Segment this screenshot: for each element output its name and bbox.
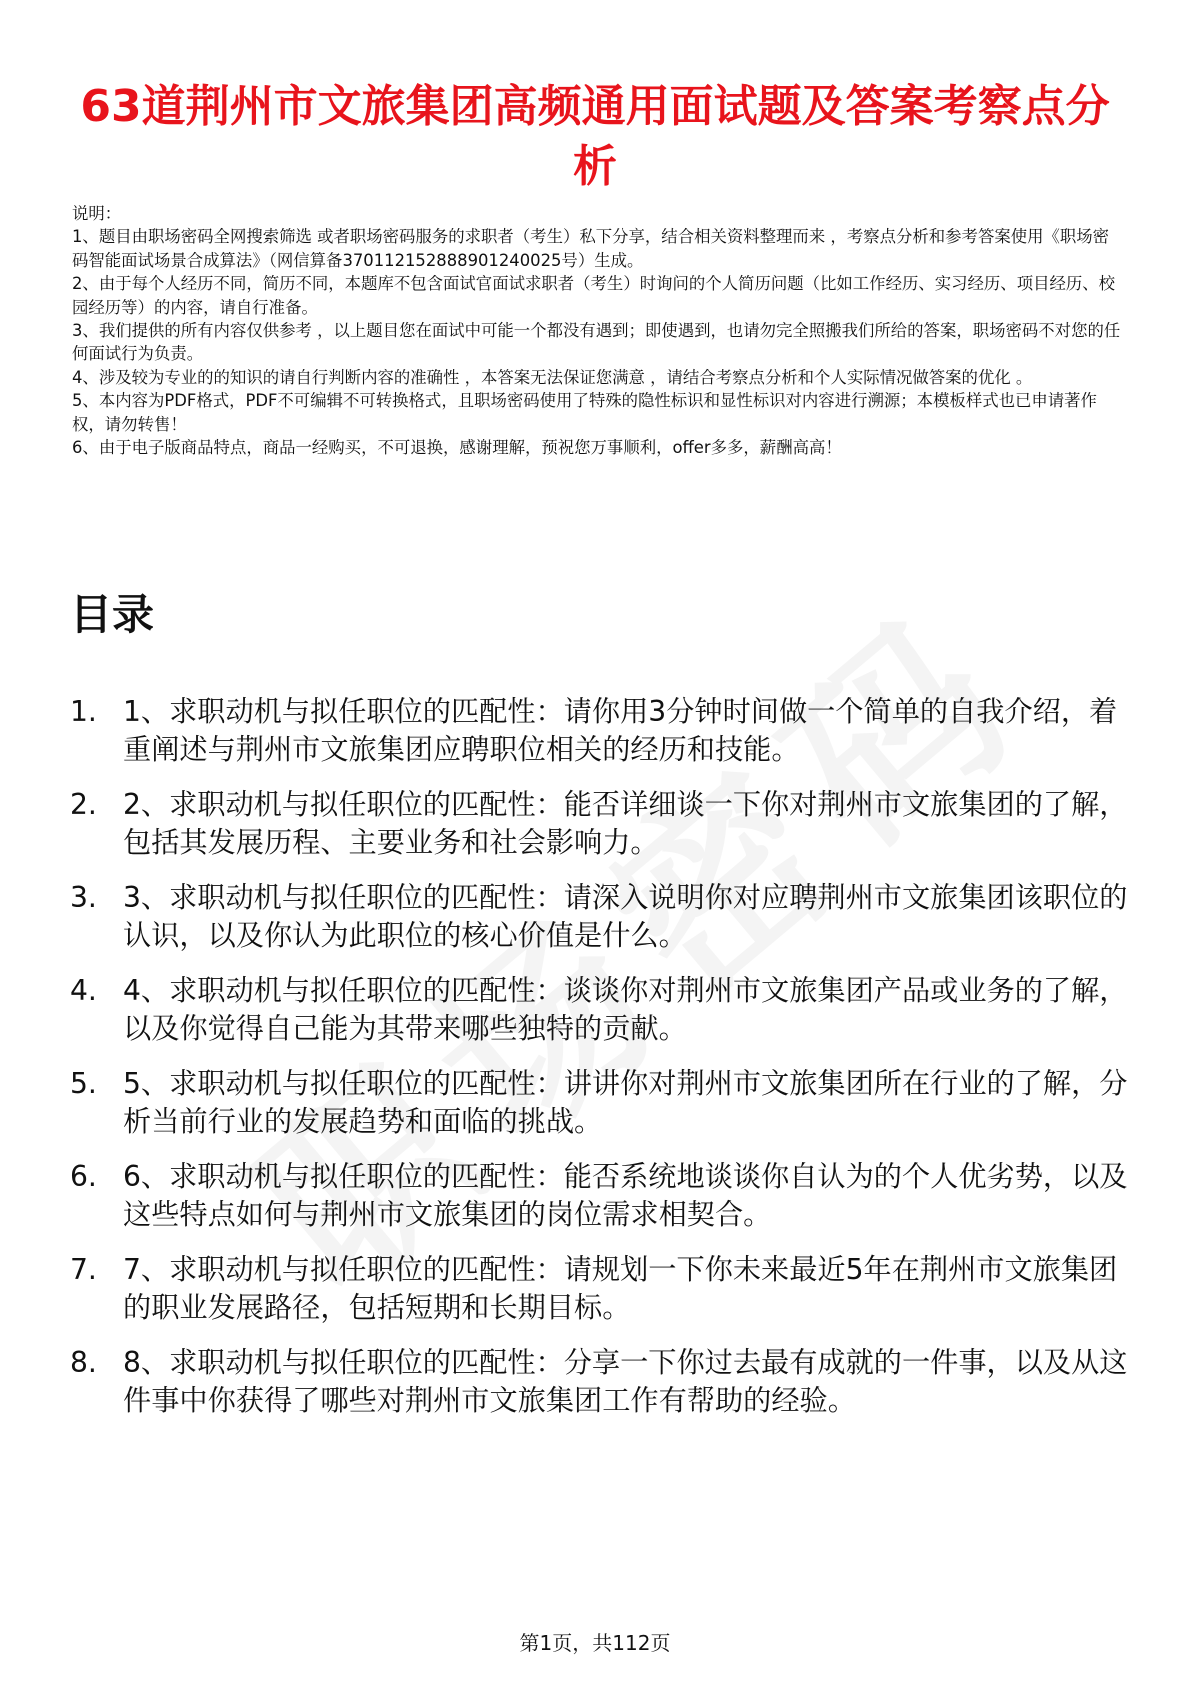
toc-item-text: 3、求职动机与拟任职位的匹配性：请深入说明你对应聘荆州市文旅集团该职位的认识，以及你认为此职位的核心价值是什么。 <box>123 881 1128 952</box>
toc-item-text: 2、求职动机与拟任职位的匹配性：能否详细谈一下你对荆州市文旅集团的了解，包括其发展历程、主要业务和社会影响力。 <box>123 788 1128 859</box>
toc-item-text: 6、求职动机与拟任职位的匹配性：能否系统地谈谈你自认为的个人优劣势，以及这些特点如何与荆州市文旅集团的岗位需求相契合。 <box>123 1160 1128 1231</box>
toc-item[interactable] <box>70 972 1130 1048</box>
toc-item-text: 8、求职动机与拟任职位的匹配性：分享一下你过去最有成就的一件事，以及从这件事中你获得了哪些对荆州市文旅集团工作有帮助的经验。 <box>123 1346 1128 1417</box>
note-item: 2、由于每个人经历不同，简历不同，本题库不包含面试官面试求职者（考生）时询问的个人简历问题（比如工作经历、实习经历、项目经历、校园经历等）的内容，请自行准备。 <box>72 274 1116 317</box>
toc-heading: 目录 <box>70 590 155 639</box>
note-item: 3、我们提供的所有内容仅供参考 ，以上题目您在面试中可能一个都没有遇到；即使遇到，也请勿完全照搬我们所给的答案，职场密码不对您的任何面试行为负责。 <box>72 321 1121 364</box>
toc-item-number: 3. <box>70 881 97 914</box>
toc-item[interactable] <box>70 1065 1130 1141</box>
toc-item-number: 5. <box>70 1067 97 1100</box>
note-item: 1、题目由职场密码全网搜索筛选 或者职场密码服务的求职者（考生）私下分享，结合相关资料整理而来 ，考察点分析和参考答案使用《职场密码智能面试场景合成算法》（网信算备370112152888901240025号）生成。 <box>72 227 1110 270</box>
toc-item[interactable] <box>70 879 1130 955</box>
toc-item-number: 7. <box>70 1253 97 1286</box>
toc-item-text: 1、求职动机与拟任职位的匹配性：请你用3分钟时间做一个简单的自我介绍，着重阐述与荆州市文旅集团应聘职位相关的经历和技能。 <box>123 695 1118 766</box>
note-item: 4、涉及较为专业的的知识的请自行判断内容的准确性 ，本答案无法保证您满意 ，请结合考察点分析和个人实际情况做答案的优化 。 <box>72 367 1033 387</box>
note-item: 5、本内容为PDF格式，PDF不可编辑不可转换格式，且职场密码使用了特殊的隐性标识和显性标识对内容进行溯源；本模板样式也已申请著作权，请勿转售！ <box>72 391 1097 434</box>
toc-list <box>70 693 1130 1437</box>
toc-item-number: 6. <box>70 1160 97 1193</box>
toc-item[interactable] <box>70 693 1130 769</box>
toc-item-number: 4. <box>70 974 97 1007</box>
toc-item-number: 2. <box>70 788 97 821</box>
notes-section <box>72 202 1122 459</box>
note-item: 6、由于电子版商品特点，商品一经购买，不可退换，感谢理解，预祝您万事顺利，offer多多，薪酬高高！ <box>72 438 842 458</box>
toc-item[interactable] <box>70 1158 1130 1234</box>
toc-item-text: 7、求职动机与拟任职位的匹配性：请规划一下你未来最近5年在荆州市文旅集团的职业发展路径，包括短期和长期目标。 <box>123 1253 1118 1324</box>
toc-item-text: 4、求职动机与拟任职位的匹配性：谈谈你对荆州市文旅集团产品或业务的了解，以及你觉得自己能为其带来哪些独特的贡献。 <box>123 974 1128 1045</box>
page-footer: 第1页，共112页 <box>519 1631 671 1655</box>
toc-item[interactable] <box>70 786 1130 862</box>
toc-item-number: 8. <box>70 1346 97 1379</box>
toc-item-text: 5、求职动机与拟任职位的匹配性：讲讲你对荆州市文旅集团所在行业的了解，分析当前行业的发展趋势和面临的挑战。 <box>123 1067 1128 1138</box>
toc-item[interactable] <box>70 1251 1130 1327</box>
toc-item[interactable] <box>70 1344 1130 1420</box>
page-title: 63道荆州市文旅集团高频通用面试题及答案考察点分析 <box>80 81 1110 193</box>
toc-item-number: 1. <box>70 695 97 728</box>
notes-heading: 说明： <box>72 204 122 223</box>
